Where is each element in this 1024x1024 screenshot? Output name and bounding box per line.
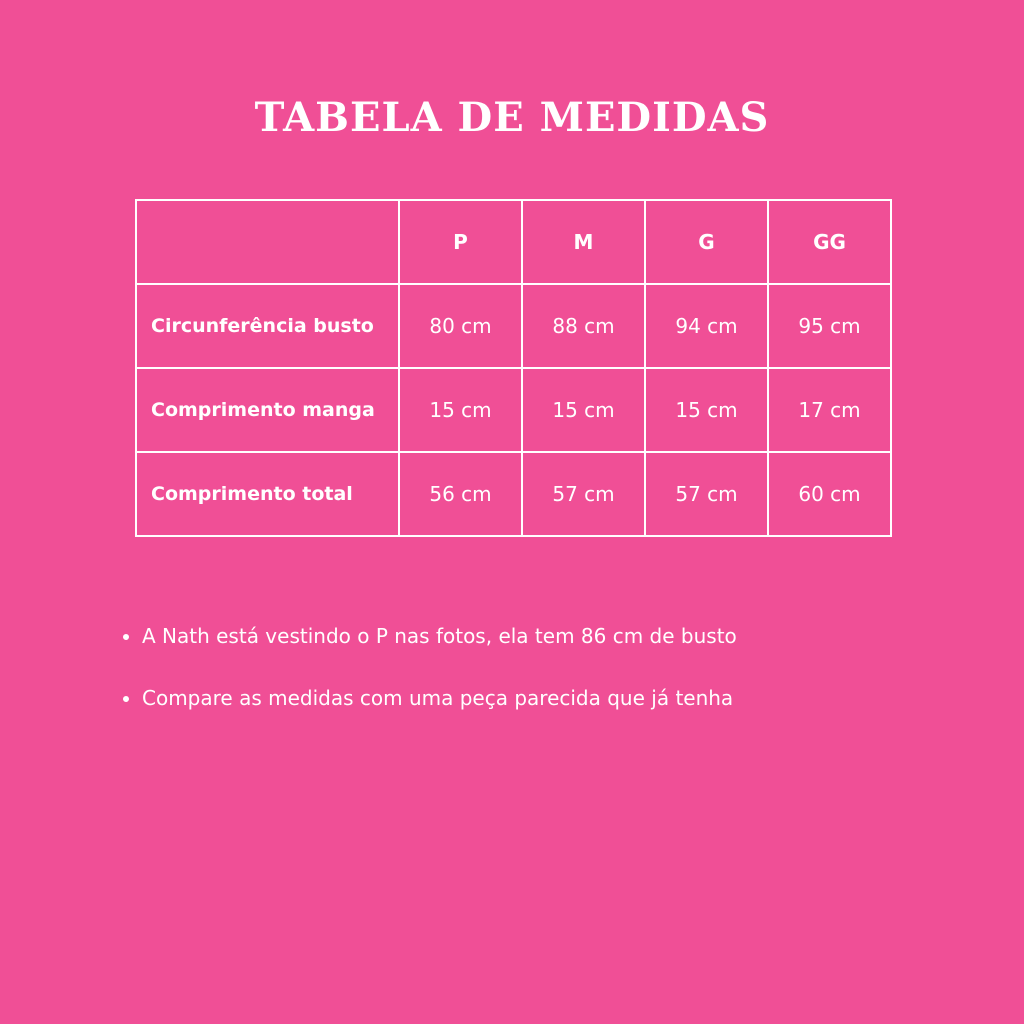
- note-text: Compare as medidas com uma peça parecida que já tenha: [142, 686, 734, 710]
- table-row: [136, 284, 891, 368]
- table-row: [136, 452, 891, 536]
- table-cell: 57 cm: [522, 452, 645, 536]
- row-label-busto: Circunferência busto: [136, 284, 399, 368]
- page-title: TABELA DE MEDIDAS: [254, 94, 770, 141]
- row-label-manga: Comprimento manga: [136, 368, 399, 452]
- table-cell: 95 cm: [768, 284, 891, 368]
- bullet-icon: [123, 634, 129, 640]
- header-size-m: M: [522, 200, 645, 284]
- table-cell: 56 cm: [399, 452, 522, 536]
- table-cell: 15 cm: [399, 368, 522, 452]
- header-size-gg: GG: [768, 200, 891, 284]
- header-size-g: G: [645, 200, 768, 284]
- table-cell: 15 cm: [645, 368, 768, 452]
- row-label-total: Comprimento total: [136, 452, 399, 536]
- list-item: [120, 680, 737, 716]
- notes-list: [120, 618, 737, 742]
- table-cell: 60 cm: [768, 452, 891, 536]
- size-header-row: [136, 200, 891, 284]
- table-cell: 15 cm: [522, 368, 645, 452]
- list-item: [120, 618, 737, 654]
- table-row: [136, 368, 891, 452]
- table-cell: 17 cm: [768, 368, 891, 452]
- table-cell: 88 cm: [522, 284, 645, 368]
- bullet-icon: [123, 696, 129, 702]
- table-cell: 57 cm: [645, 452, 768, 536]
- table-cell: 94 cm: [645, 284, 768, 368]
- header-empty-cell: [136, 200, 399, 284]
- table-cell: 80 cm: [399, 284, 522, 368]
- size-table: [135, 199, 892, 537]
- header-size-p: P: [399, 200, 522, 284]
- note-text: A Nath está vestindo o P nas fotos, ela tem 86 cm de busto: [142, 624, 737, 648]
